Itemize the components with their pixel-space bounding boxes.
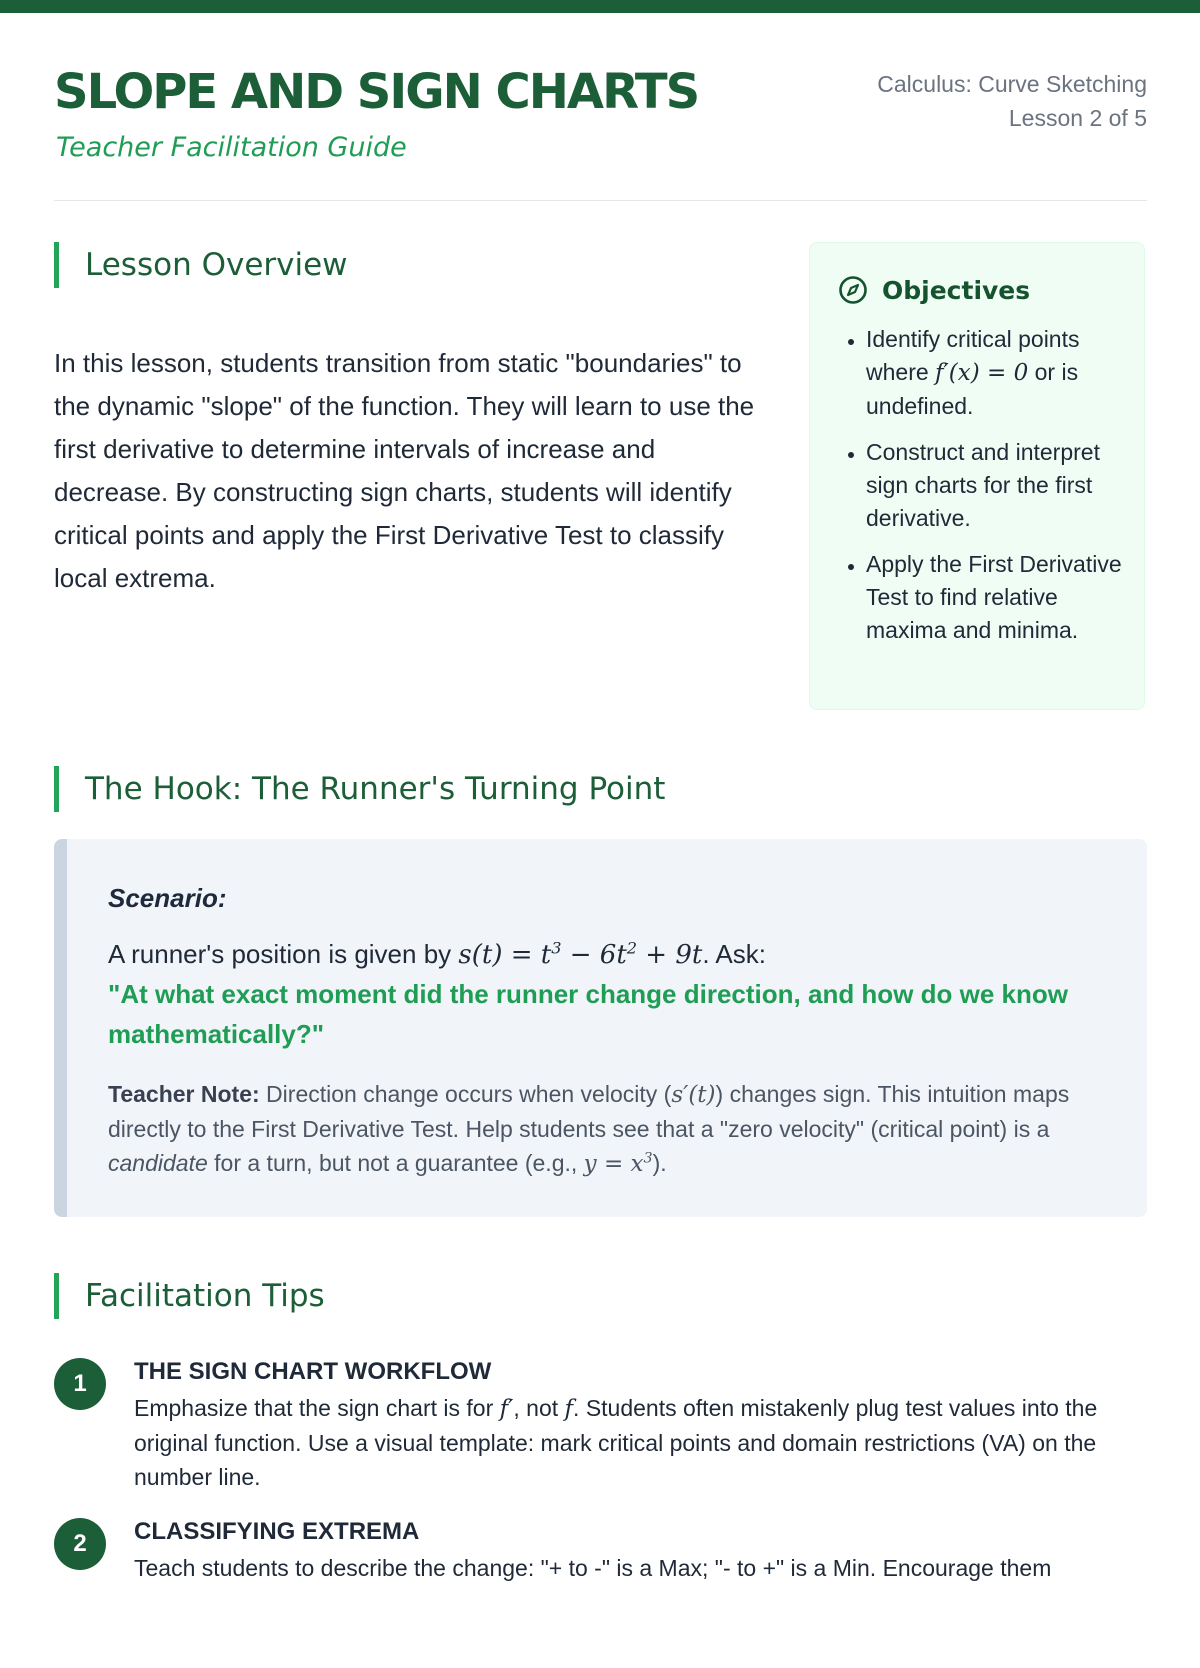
objectives-card xyxy=(809,242,1145,710)
scenario-label: Scenario: xyxy=(108,883,227,913)
math-expression: f′ xyxy=(499,1396,514,1422)
objective-item: • Construct and interpret sign charts for the first derivative. xyxy=(866,436,1124,535)
page-title: SLOPE AND SIGN CHARTS xyxy=(54,64,699,120)
compass-icon xyxy=(838,275,868,305)
tip-number-badge: 2 xyxy=(54,1518,106,1570)
teacher-note: Teacher Note: Direction change occurs when velocity (s′(t)) changes sign. This intuition maps directly to the First Derivative Test. Help students see that a "zero velocity" (critical point) is a candidate for a turn, but not a guarantee (e.g., $y = x^3$). xyxy=(108,1081,1070,1177)
hook-scenario-card xyxy=(54,839,1147,1217)
tip-title: THE SIGN CHART WORKFLOW xyxy=(134,1358,492,1385)
objective-item: • Identify critical points where f′(x) = 0 or is undefined. xyxy=(866,323,1124,423)
tip-item xyxy=(54,1518,1147,1668)
tip-body: Emphasize that the sign chart is for f′, not f. Students often mistakenly plug test values into the original function. Use a visual template: mark critical points and domain restrictions (VA) on the number line. xyxy=(134,1395,1098,1490)
objective-item: • Apply the First Derivative Test to find relative maxima and minima. xyxy=(866,548,1124,647)
math-expression: s′(t) xyxy=(671,1082,716,1108)
header-divider xyxy=(54,200,1147,201)
lesson-indicator: Lesson 2 of 5 xyxy=(1008,105,1147,131)
page-subtitle: Teacher Facilitation Guide xyxy=(56,132,407,163)
tip-body: Teach students to describe the change: "+ to -" is a Max; "- to +" is a Min. Encourage them xyxy=(134,1555,1052,1581)
course-meta xyxy=(877,67,1147,135)
math-expression: f′(x) = 0 xyxy=(935,360,1029,386)
objectives-list xyxy=(866,323,1124,660)
scenario-text: A runner's position is given by $s(t) = t^3 - 6t^2 + 9t$. Ask: xyxy=(108,938,766,970)
tip-title: CLASSIFYING EXTREMA xyxy=(134,1518,420,1545)
math-expression: f xyxy=(564,1396,574,1422)
section-heading-overview: Lesson Overview xyxy=(54,242,348,288)
math-expression: $y = x^3$ xyxy=(583,1150,653,1177)
math-expression: $s(t) = t^3 - 6t^2 + 9t$ xyxy=(458,938,703,970)
teacher-note-label: Teacher Note: xyxy=(108,1081,260,1107)
tip-number-badge: 1 xyxy=(54,1358,106,1410)
objectives-title: Objectives xyxy=(882,275,1031,305)
top-accent-bar xyxy=(0,0,1200,13)
tip-item xyxy=(54,1358,1147,1508)
overview-paragraph: In this lesson, students transition from static "boundaries" to the dynamic "slope" of the function. They will learn to use the first derivative to determine intervals of increase and decrease. By constructing sign charts, students will identify critical points and apply the First Derivative Test to classify local extrema. xyxy=(54,348,755,593)
section-heading-hook: The Hook: The Runner's Turning Point xyxy=(54,766,665,812)
course-name: Calculus: Curve Sketching xyxy=(877,71,1147,97)
section-heading-tips: Facilitation Tips xyxy=(54,1273,325,1319)
scenario-question: "At what exact moment did the runner change direction, and how do we know mathematically?" xyxy=(108,979,1068,1049)
objectives-header xyxy=(838,273,1030,307)
